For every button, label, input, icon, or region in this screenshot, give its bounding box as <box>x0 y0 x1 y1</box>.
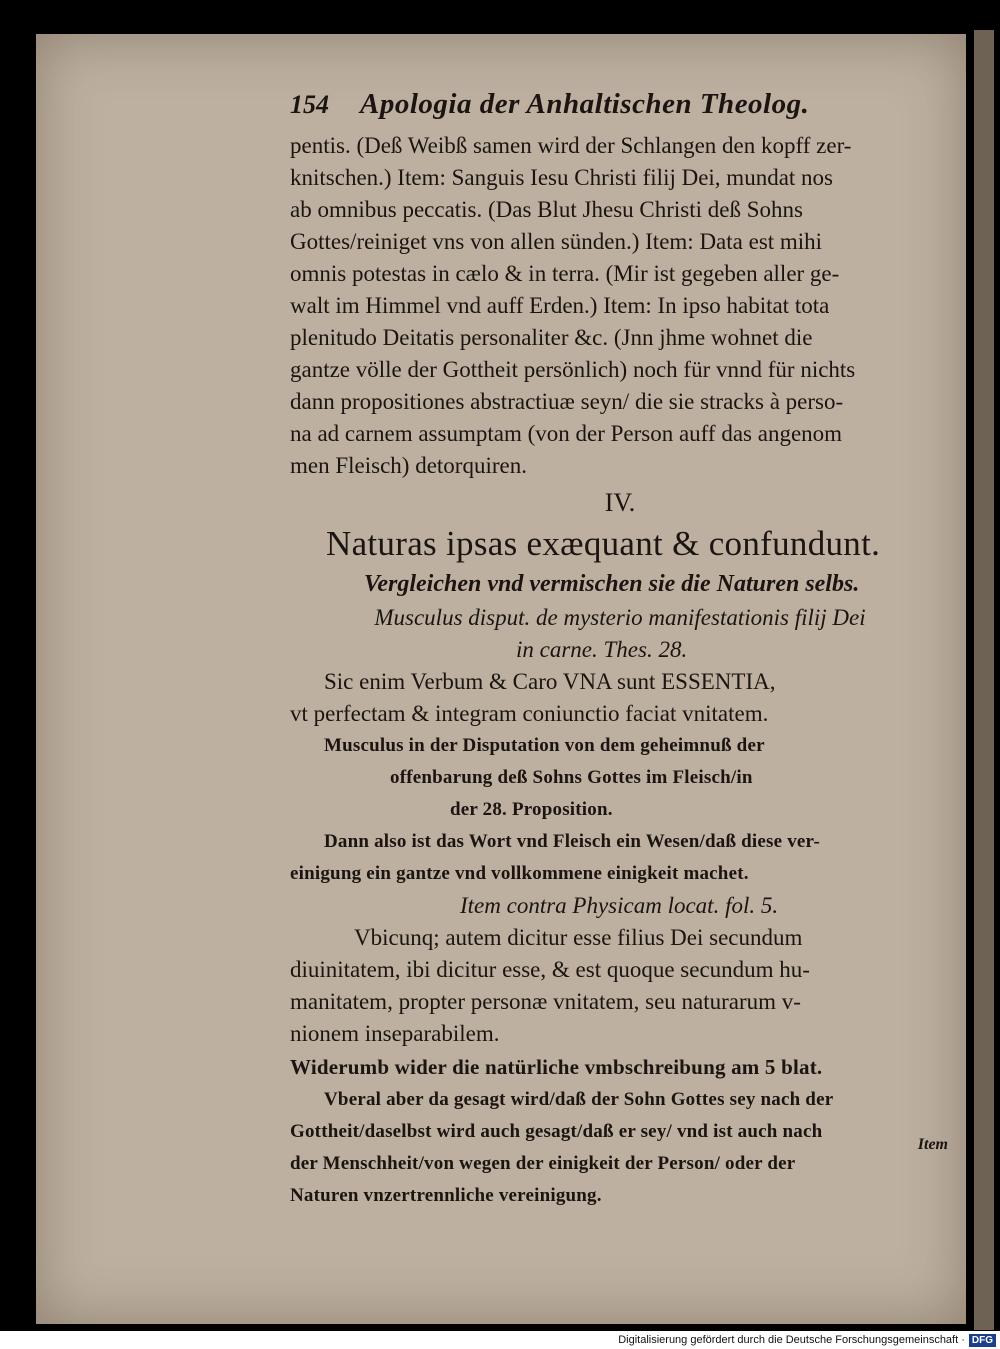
text-line: Naturen vnzertrennliche vereinigung. <box>290 1185 602 1206</box>
text-line: Gottheit/daselbst wird auch gesagt/daß er sey/ vnd ist auch nach <box>290 1121 823 1142</box>
text-line: knitschen.) Item: Sanguis Iesu Christi filij Dei, mundat nos <box>290 165 833 190</box>
text-line: Vbicunq; autem dicitur esse filius Dei secundum <box>354 925 803 950</box>
text-line: Musculus in der Disputation von dem geheimnuß der <box>324 735 765 756</box>
text-line: gantze völle der Gottheit persönlich) noch für vnnd für nichts <box>290 357 856 382</box>
text-line: Sic enim Verbum & Caro VNA sunt ESSENTIA, <box>324 669 776 694</box>
text-line: der 28. Proposition. <box>450 799 613 820</box>
text-block-5 <box>290 1050 950 1212</box>
text-line: omnis potestas in cælo & in terra. (Mir ist gegeben aller ge- <box>290 261 840 286</box>
dfg-logo: DFG <box>969 1334 996 1347</box>
text-line: manitatem, propter personæ vnitatem, seu naturarum v- <box>290 989 801 1014</box>
text-line: dann propositiones abstractiuæ seyn/ die sie stracks à perso- <box>290 389 844 414</box>
text-line: na ad carnem assumptam (von der Person auff das angenom <box>290 421 843 446</box>
text-block-4 <box>290 922 950 1050</box>
text-line: nionem inseparabilem. <box>290 1021 500 1046</box>
footer-bar <box>0 1331 1000 1349</box>
text-line: ab omnibus peccatis. (Das Blut Jhesu Christi deß Sohns <box>290 197 803 222</box>
citation-line-3: Item contra Physicam locat. fol. 5. <box>460 893 779 918</box>
text-line: Widerumb wider die natürliche vmbschreibung am 5 blat. <box>290 1055 823 1079</box>
page-header <box>290 88 950 130</box>
text-line: offenbarung deß Sohns Gottes im Fleisch/in <box>390 767 753 788</box>
text-line: men Fleisch) detorquiren. <box>290 453 527 478</box>
text-block-2 <box>290 666 950 730</box>
text-block-3 <box>290 730 950 890</box>
page-number: 154 <box>290 90 329 119</box>
text-line: der Menschheit/von wegen der einigkeit der Person/ oder der <box>290 1153 796 1174</box>
text-line: einigung ein gantze vnd vollkommene einigkeit machet. <box>290 863 749 884</box>
text-line: walt im Himmel vnd auff Erden.) Item: In ipso habitat tota <box>290 293 830 318</box>
running-title: Apologia der Anhaltischen Theolog. <box>360 88 810 120</box>
text-line: vt perfectam & integram coniunctio faciat vnitatem. <box>290 701 769 726</box>
text-line: Gottes/reiniget vns von allen sünden.) Item: Data est mihi <box>290 229 823 254</box>
text-line: Dann also ist das Wort vnd Fleisch ein Wesen/daß diese ver- <box>324 831 821 852</box>
text-line: pentis. (Deß Weibß samen wird der Schlangen den kopff zer- <box>290 133 852 158</box>
catchword: Item <box>917 1136 948 1153</box>
citation-line-2: in carne. Thes. 28. <box>516 637 688 662</box>
section-number: IV. <box>604 488 636 517</box>
section-title: Naturas ipsas exæquant & confundunt. <box>326 524 881 563</box>
text-line: diuinitatem, ibi dicitur esse, & est quoque secundum hu- <box>290 957 810 982</box>
section-subtitle: Vergleichen vnd vermischen sie die Naturen selbs. <box>364 571 860 597</box>
citation-line-1: Musculus disput. de mysterio manifestationis filij Dei <box>374 605 866 630</box>
text-line: plenitudo Deitatis personaliter &c. (Jnn jhme wohnet die <box>290 325 813 350</box>
page-edge <box>974 30 994 1330</box>
text-line: Vberal aber da gesagt wird/daß der Sohn Gottes sey nach der <box>324 1089 834 1110</box>
page-text <box>290 88 950 1212</box>
footer-credit: Digitalisierung gefördert durch die Deutsche Forschungsgemeinschaft · <box>618 1334 965 1346</box>
text-block-1 <box>290 130 950 482</box>
